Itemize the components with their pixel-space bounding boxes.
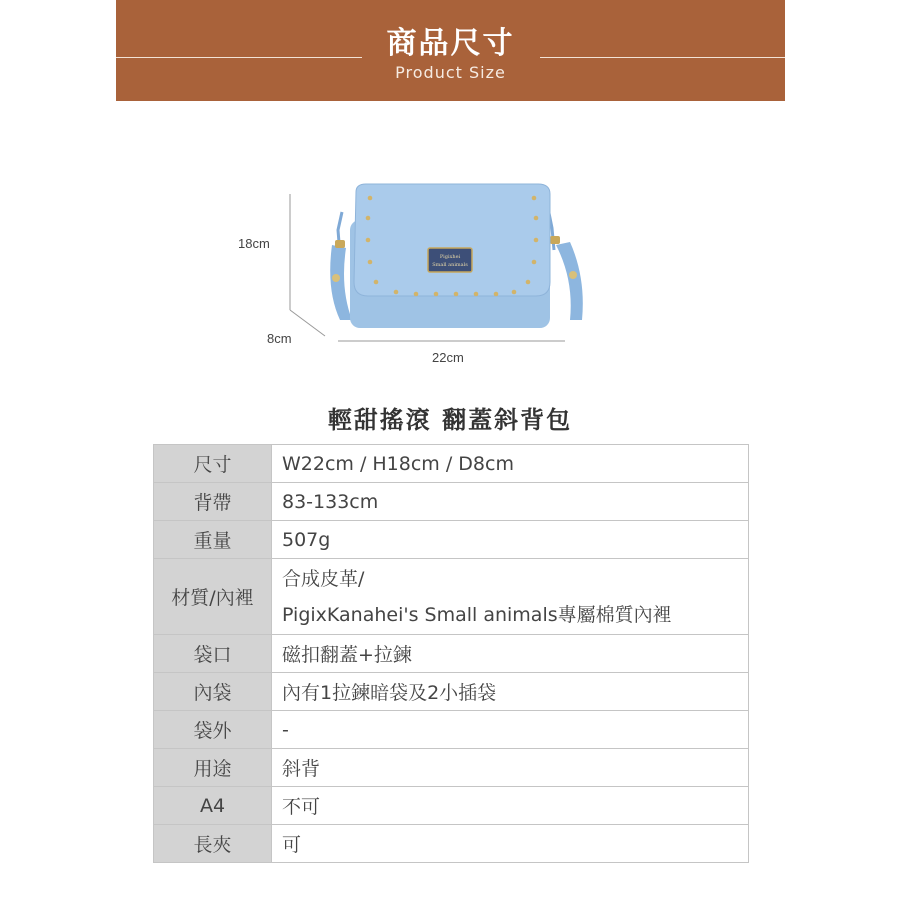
depth-dimension-line [290, 310, 325, 336]
height-dimension-label: 18cm [238, 236, 270, 251]
product-title: 輕甜搖滾 翻蓋斜背包 [327, 406, 573, 434]
spec-row-inner-pocket [154, 673, 749, 711]
spec-value: 磁扣翻蓋+拉鍊 [272, 635, 749, 673]
spec-row-a4 [154, 787, 749, 825]
spec-value: 斜背 [272, 749, 749, 787]
banner-title: 商品尺寸 [386, 26, 515, 61]
spec-label: 袋口 [154, 635, 272, 673]
depth-dimension-label: 8cm [267, 331, 292, 346]
spec-label: 材質/內裡 [154, 559, 272, 635]
spec-table [153, 444, 749, 863]
spec-label: 長夾 [154, 825, 272, 863]
spec-label: 袋外 [154, 711, 272, 749]
spec-value: 內有1拉鍊暗袋及2小插袋 [272, 673, 749, 711]
strap-left [330, 245, 352, 320]
bag-flap [354, 184, 550, 296]
spec-row-size [154, 445, 749, 483]
spec-value: 507g [272, 521, 749, 559]
spec-label: 尺寸 [154, 445, 272, 483]
spec-value: 不可 [272, 787, 749, 825]
spec-row-material [154, 559, 749, 635]
bag-size-figure [280, 170, 620, 355]
spec-label: A4 [154, 787, 272, 825]
width-dimension-label: 22cm [432, 350, 464, 365]
brand-plate-text-1: Pigixhei [439, 254, 461, 260]
spec-row-closure [154, 635, 749, 673]
spec-value [272, 559, 749, 635]
spec-value-line-1: 合成皮革/ [282, 567, 365, 590]
spec-row-usage [154, 749, 749, 787]
banner-subtitle: Product Size [395, 63, 506, 82]
spec-row-strap [154, 483, 749, 521]
spec-value: 可 [272, 825, 749, 863]
spec-value: W22cm / H18cm / D8cm [272, 445, 749, 483]
strap-right [556, 242, 583, 320]
spec-row-long-wallet [154, 825, 749, 863]
header-banner [116, 0, 785, 101]
spec-value: - [272, 711, 749, 749]
spec-value: 83-133cm [272, 483, 749, 521]
spec-label: 內袋 [154, 673, 272, 711]
spec-row-outer-pocket [154, 711, 749, 749]
spec-value-line-2: PigixKanahei's Small animals專屬棉質內裡 [282, 603, 672, 626]
brand-plate [428, 248, 472, 272]
spec-label: 背帶 [154, 483, 272, 521]
brand-plate-text-2: Small animals [432, 262, 468, 268]
spec-label: 用途 [154, 749, 272, 787]
spec-row-weight [154, 521, 749, 559]
spec-label: 重量 [154, 521, 272, 559]
